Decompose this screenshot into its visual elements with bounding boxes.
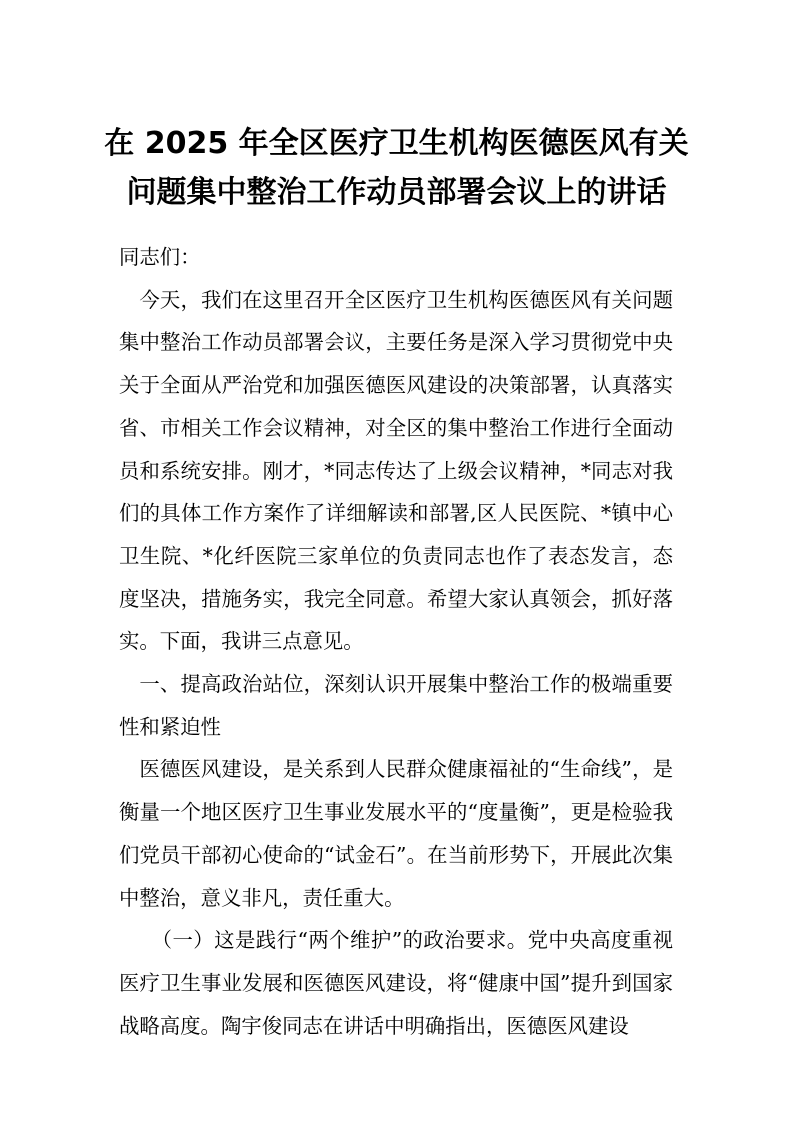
document-title-line-1: 在 2025 年全区医疗卫生机构医德医风有关 [104, 126, 689, 161]
section-heading-1: 一、提高政治站位，深刻认识开展集中整治工作的极端重要性和紧迫性 [119, 672, 673, 739]
paragraph-section-1: 医德医风建设，是关系到人民群众健康福祉的“生命线”，是衡量一个地区医疗卫生事业发展水平的“度量衡”，更是检验我们党员干部初心使命的“试金石”。在当前形势下，开展此次集中整治，意义非凡，责任重大。 [119, 757, 673, 910]
paragraph-intro: 今天，我们在这里召开全区医疗卫生机构医德医风有关问题集中整治工作动员部署会议，主要任务是深入学习贯彻党中央关于全面从严治党和加强医德医风建设的决策部署，认真落实省、市相关工作会议精神，对全区的集中整治工作进行全面动员和系统安排。刚才，*同志传达了上级会议精神，*同志对我们的具体工作方案作了详细解读和部署,区人民医院、*镇中心卫生院、*化纤医院三家单位的负责同志也作了表态发言，态度坚决，措施务实，我完全同意。希望大家认真领会，抓好落实。下面，我讲三点意见。 [119, 287, 673, 654]
document-title-line-2: 问题集中整治工作动员部署会议上的讲话 [126, 175, 667, 210]
document-body [119, 236, 673, 1047]
salutation: 同志们： [119, 245, 201, 269]
paragraph-subsection-1: （一）这是践行“两个维护”的政治要求。党中央高度重视医疗卫生事业发展和医德医风建设，将“健康中国”提升到国家战略高度。陶宇俊同志在讲话中明确指出，医德医风建设 [119, 928, 673, 1038]
